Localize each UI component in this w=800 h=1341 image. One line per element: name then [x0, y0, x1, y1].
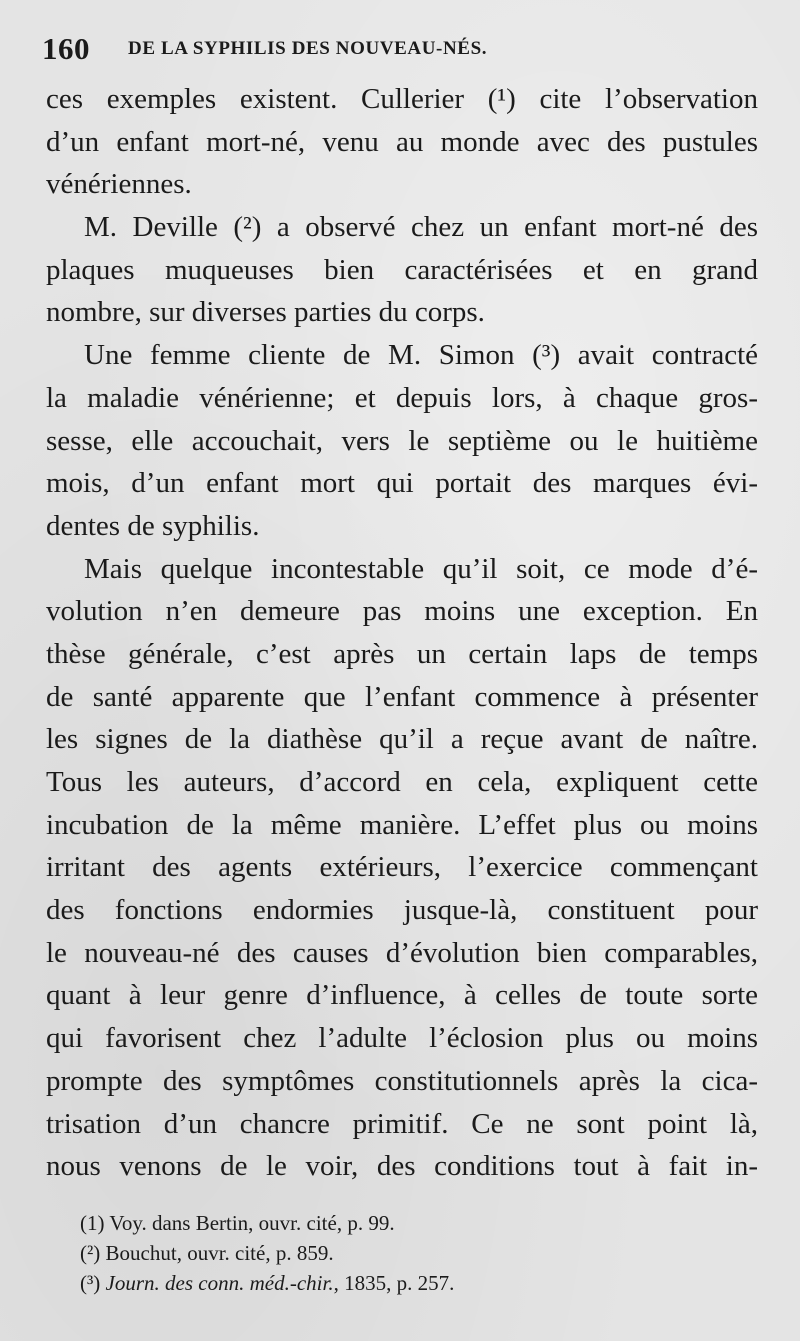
text-line: de santé apparente que l’enfant commence à présenter [46, 680, 758, 713]
page-number: 160 [42, 31, 90, 66]
footnote-3-rest: , 1835, p. 257. [333, 1271, 455, 1295]
text-line: sesse, elle accouchait, vers le septième ou le huitième [46, 424, 758, 457]
footnote-1: (1) Voy. dans Bertin, ouvr. cité, p. 99. [80, 1211, 395, 1235]
text-line: Tous les auteurs, d’accord en cela, expliquent cette [46, 766, 758, 798]
page-header [42, 28, 760, 70]
text-line: volution n’en demeure pas moins une exception. En [46, 595, 758, 628]
text-line: prompte des symptômes constitutionnels après la cica- [46, 1064, 758, 1097]
text-line: nous venons de le voir, des conditions tout à fait in- [46, 1150, 758, 1183]
footnote-3 [80, 1268, 454, 1298]
footnote-2: (²) Bouchut, ouvr. cité, p. 859. [80, 1241, 334, 1265]
text-line: les signes de la diathèse qu’il a reçue avant de naître. [46, 723, 758, 756]
text-line: trisation d’un chancre primitif. Ce ne sont point là, [46, 1107, 758, 1140]
text-line: M. Deville (²) a observé chez un enfant mort-né des [84, 211, 758, 244]
text-line: thèse générale, c’est après un certain laps de temps [46, 637, 758, 670]
text-line: qui favorisent chez l’adulte l’éclosion plus ou moins [46, 1022, 758, 1055]
running-title: DE LA SYPHILIS DES NOUVEAU-NÉS. [128, 38, 488, 59]
text-line: Une femme cliente de M. Simon (³) avait contracté [84, 339, 758, 372]
text-line: le nouveau-né des causes d’évolution bien comparables, [46, 936, 758, 969]
footnote-3-marker: (³) [80, 1271, 106, 1295]
text-line: nombre, sur diverses parties du corps. [46, 296, 485, 329]
text-line: vénériennes. [46, 168, 192, 201]
text-line: plaques muqueuses bien caractérisées et en grand [46, 253, 758, 286]
text-line: des fonctions endormies jusque-là, constituent pour [46, 894, 758, 927]
text-line: mois, d’un enfant mort qui portait des marques évi- [46, 467, 758, 500]
text-line: Mais quelque incontestable qu’il soit, ce mode d’é- [84, 552, 758, 585]
footnote-3-journal: Journ. des conn. méd.-chir. [105, 1271, 334, 1295]
text-line: ces exemples existent. Cullerier (¹) cite l’observation [46, 83, 758, 115]
body-text [46, 78, 758, 1188]
text-line: quant à leur genre d’influence, à celles de toute sorte [46, 979, 758, 1012]
footnotes [80, 1208, 454, 1298]
text-line: incubation de la même manière. L’effet plus ou moins [46, 808, 758, 841]
text-line: dentes de syphilis. [46, 509, 260, 542]
text-line: d’un enfant mort-né, venu au monde avec des pustules [46, 125, 758, 158]
text-line: la maladie vénérienne; et depuis lors, à chaque gros- [46, 381, 758, 414]
text-line: irritant des agents extérieurs, l’exercice commençant [46, 851, 758, 884]
